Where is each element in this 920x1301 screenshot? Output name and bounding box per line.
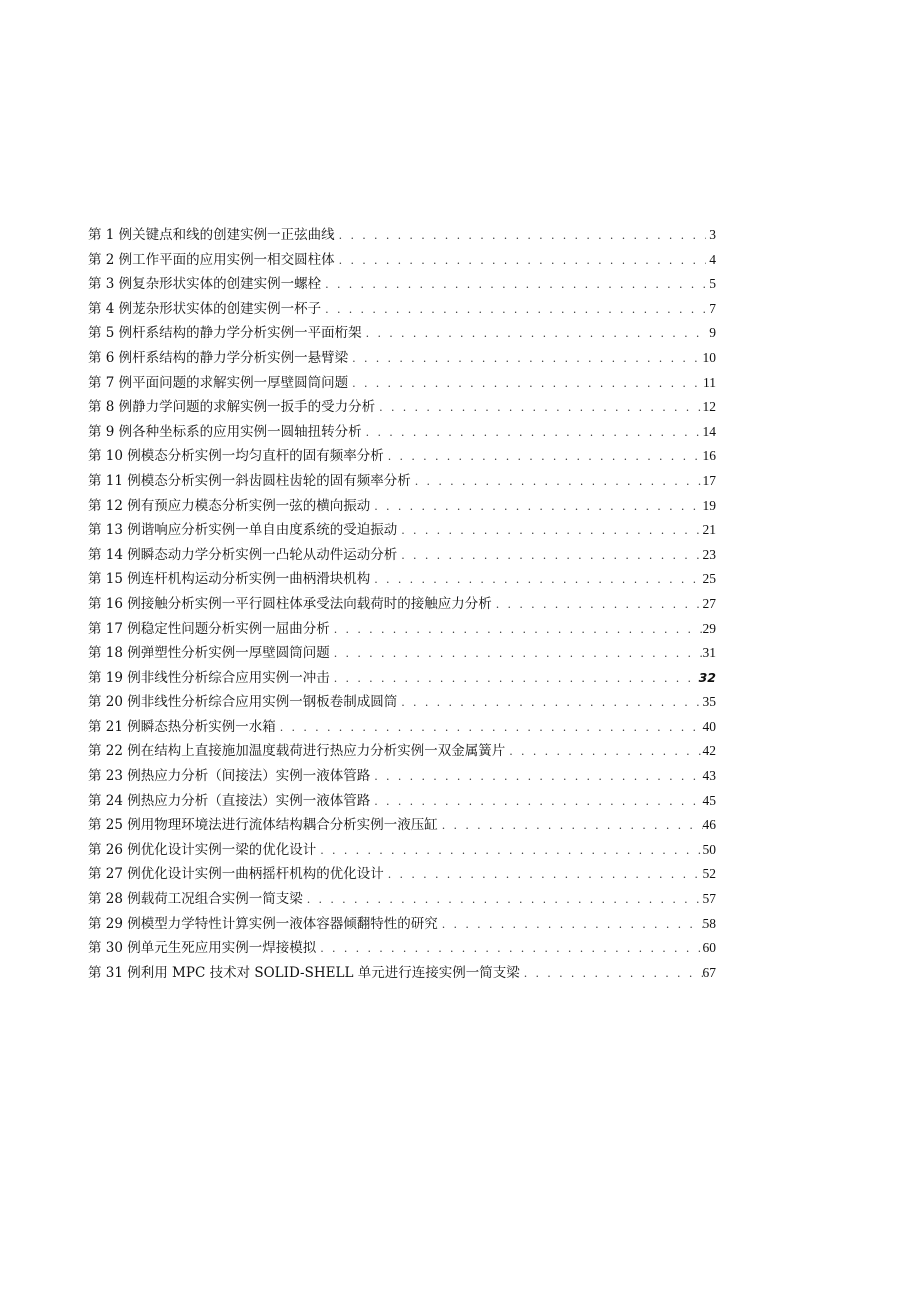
toc-page-number: 25 (702, 571, 716, 587)
toc-dot-leader (362, 421, 703, 446)
toc-page-number: 58 (702, 915, 716, 931)
toc-dot-leader (321, 298, 706, 323)
toc-entry-title: 第 21 例瞬态热分析实例一水箱 (88, 718, 276, 735)
toc-entry-7[interactable] (88, 371, 716, 396)
toc-entry-title: 第 15 例连杆机构运动分析实例一曲柄滑块机构 (88, 571, 371, 588)
toc-dot-leader (348, 347, 702, 372)
toc-entry-30[interactable] (88, 936, 716, 961)
toc-page-number: 57 (702, 891, 716, 907)
toc-entry-2[interactable] (88, 248, 716, 273)
toc-page-number: 10 (702, 349, 716, 365)
toc-entry-title: 第 13 例谐响应分析实例一单自由度系统的受迫振动 (88, 522, 398, 539)
toc-dot-leader (276, 716, 703, 741)
toc-entry-title: 第 5 例杆系结构的静力学分析实例一平面桁架 (88, 325, 362, 342)
toc-entry-title: 第 19 例非线性分析综合应用实例一冲击 (88, 669, 330, 686)
toc-entry-title: 第 17 例稳定性问题分析实例一屈曲分析 (88, 620, 330, 637)
toc-dot-leader (384, 863, 703, 888)
toc-dot-leader (370, 568, 702, 593)
toc-entry-17[interactable] (88, 617, 716, 642)
toc-entry-title: 第 3 例复杂形状实体的创建实例一螺栓 (88, 276, 322, 293)
toc-entry-title: 第 23 例热应力分析（间接法）实例一液体管路 (88, 768, 371, 785)
toc-dot-leader (321, 273, 706, 298)
toc-dot-leader (397, 519, 702, 544)
toc-entry-27[interactable] (88, 862, 716, 887)
toc-dot-leader (370, 765, 702, 790)
toc-page-number: 19 (702, 497, 716, 513)
toc-entry-31[interactable] (88, 961, 716, 986)
toc-page-number: 27 (702, 595, 716, 611)
toc-entry-18[interactable] (88, 641, 716, 666)
toc-entry-23[interactable] (88, 764, 716, 789)
toc-dot-leader (303, 888, 703, 913)
toc-entry-12[interactable] (88, 494, 716, 519)
toc-page-number: 67 (702, 964, 716, 980)
toc-dot-leader (316, 839, 702, 864)
toc-entry-title: 第 7 例平面问题的求解实例一厚壁圆筒问题 (88, 374, 349, 391)
toc-dot-leader (520, 962, 703, 987)
toc-page-number: 4 (709, 251, 716, 267)
toc-dot-leader (370, 495, 702, 520)
toc-entry-20[interactable] (88, 690, 716, 715)
toc-entry-title: 第 6 例杆系结构的静力学分析实例一悬臂梁 (88, 349, 349, 366)
toc-dot-leader (335, 224, 706, 249)
toc-entry-title: 第 28 例载荷工况组合实例一简支梁 (88, 891, 303, 908)
toc-dot-leader (362, 322, 706, 347)
toc-entry-15[interactable] (88, 567, 716, 592)
toc-page-number: 29 (702, 620, 716, 636)
toc-dot-leader (438, 814, 703, 839)
toc-entry-title: 第 2 例工作平面的应用实例一相交圆柱体 (88, 251, 335, 268)
toc-page-number: 7 (709, 300, 716, 316)
toc-page-number: 3 (709, 227, 716, 242)
toc-dot-leader (411, 470, 703, 495)
toc-entry-24[interactable] (88, 789, 716, 814)
toc-entry-9[interactable] (88, 420, 716, 445)
toc-entry-19[interactable] (88, 666, 716, 691)
toc-page-number: 43 (702, 768, 716, 784)
toc-page-number: 9 (709, 325, 716, 341)
toc-entry-8[interactable] (88, 395, 716, 420)
toc-entry-4[interactable] (88, 297, 716, 322)
toc-page-number: 16 (702, 448, 716, 464)
toc-entry-title: 第 9 例各种坐标系的应用实例一圆轴扭转分析 (88, 423, 362, 440)
toc-page-number: 45 (702, 792, 716, 808)
toc-page-number: 23 (702, 546, 716, 562)
toc-entry-22[interactable] (88, 739, 716, 764)
toc-entry-title: 第 11 例模态分析实例一斜齿圆柱齿轮的固有频率分析 (88, 472, 411, 489)
toc-page-number: 52 (702, 866, 716, 882)
table-of-contents (88, 223, 716, 985)
toc-entry-10[interactable] (88, 444, 716, 469)
toc-entry-3[interactable] (88, 272, 716, 297)
toc-entry-title: 第 10 例模态分析实例一均匀直杆的固有频率分析 (88, 448, 384, 465)
toc-page-number: 35 (702, 694, 716, 710)
toc-entry-6[interactable] (88, 346, 716, 371)
toc-page-number: 11 (703, 374, 716, 390)
toc-entry-title: 第 30 例单元生死应用实例一焊接模拟 (88, 940, 317, 957)
toc-entry-title: 第 20 例非线性分析综合应用实例一钢板卷制成圆筒 (88, 694, 398, 711)
toc-entry-title: 第 25 例用物理环境法进行流体结构耦合分析实例一液压缸 (88, 817, 438, 834)
toc-page-number: 46 (702, 817, 716, 833)
toc-dot-leader (397, 691, 702, 716)
toc-entry-13[interactable] (88, 518, 716, 543)
toc-entry-16[interactable] (88, 592, 716, 617)
toc-page-number: 42 (702, 743, 716, 759)
toc-page-number: 12 (702, 399, 716, 415)
toc-dot-leader (330, 618, 703, 643)
toc-entry-title: 第 14 例瞬态动力学分析实例一凸轮从动件运动分析 (88, 546, 398, 563)
toc-page-number: 5 (709, 276, 716, 292)
toc-page-number: 31 (702, 645, 716, 661)
toc-entry-21[interactable] (88, 715, 716, 740)
toc-dot-leader (505, 740, 702, 765)
toc-dot-leader (384, 445, 703, 470)
toc-dot-leader (375, 396, 702, 421)
toc-entry-25[interactable] (88, 813, 716, 838)
toc-dot-leader (492, 593, 703, 618)
toc-page-number: 14 (702, 423, 716, 439)
toc-entry-title: 第 24 例热应力分析（直接法）实例一液体管路 (88, 792, 371, 809)
toc-dot-leader (348, 372, 703, 397)
toc-entry-29[interactable] (88, 912, 716, 937)
toc-entry-title: 第 22 例在结构上直接施加温度载荷进行热应力分析实例一双金属簧片 (88, 743, 506, 760)
toc-dot-leader (330, 667, 699, 692)
toc-dot-leader (316, 937, 702, 962)
toc-entry-11[interactable] (88, 469, 716, 494)
toc-entry-title: 第 4 例茏杂形状实体的创建实例一杯子 (88, 300, 322, 317)
toc-entry-title: 第 26 例优化设计实例一梁的优化设计 (88, 841, 317, 858)
toc-entry-14[interactable] (88, 543, 716, 568)
toc-dot-leader (335, 249, 706, 274)
toc-page-number: 50 (702, 841, 716, 857)
toc-page-number: 21 (702, 522, 716, 538)
toc-entry-title: 第 31 例利用 MPC 技术对 SOLID-SHELL 单元进行连接实例一简支梁 (88, 964, 520, 981)
toc-entry-title: 第 16 例接触分析实例一平行圆柱体承受法向载荷时的接触应力分析 (88, 595, 492, 612)
toc-dot-leader (438, 913, 703, 938)
toc-entry-5[interactable] (88, 321, 716, 346)
toc-entry-26[interactable] (88, 838, 716, 863)
toc-page-number: 40 (702, 718, 716, 734)
toc-entry-title: 第 12 例有预应力模态分析实例一弦的横向振动 (88, 497, 371, 514)
toc-entry-28[interactable] (88, 887, 716, 912)
toc-dot-leader (397, 544, 702, 569)
toc-entry-1[interactable] (88, 223, 716, 248)
toc-entry-title: 第 8 例静力学问题的求解实例一扳手的受力分析 (88, 399, 376, 416)
toc-dot-leader (330, 642, 703, 667)
toc-entry-title: 第 18 例弹塑性分析实例一厚壁圆筒问题 (88, 645, 330, 662)
toc-page-number: 60 (702, 940, 716, 956)
toc-entry-title: 第 27 例优化设计实例一曲柄摇杆机构的优化设计 (88, 866, 384, 883)
toc-entry-title: 第 29 例模型力学特性计算实例一液体容器倾翻特性的研究 (88, 915, 438, 932)
toc-page-number: 32 (698, 669, 716, 685)
toc-dot-leader (370, 790, 702, 815)
toc-page-number: 17 (702, 472, 716, 488)
toc-entry-title: 第 1 例关键点和线的创建实例一正弦曲线 (88, 227, 335, 243)
